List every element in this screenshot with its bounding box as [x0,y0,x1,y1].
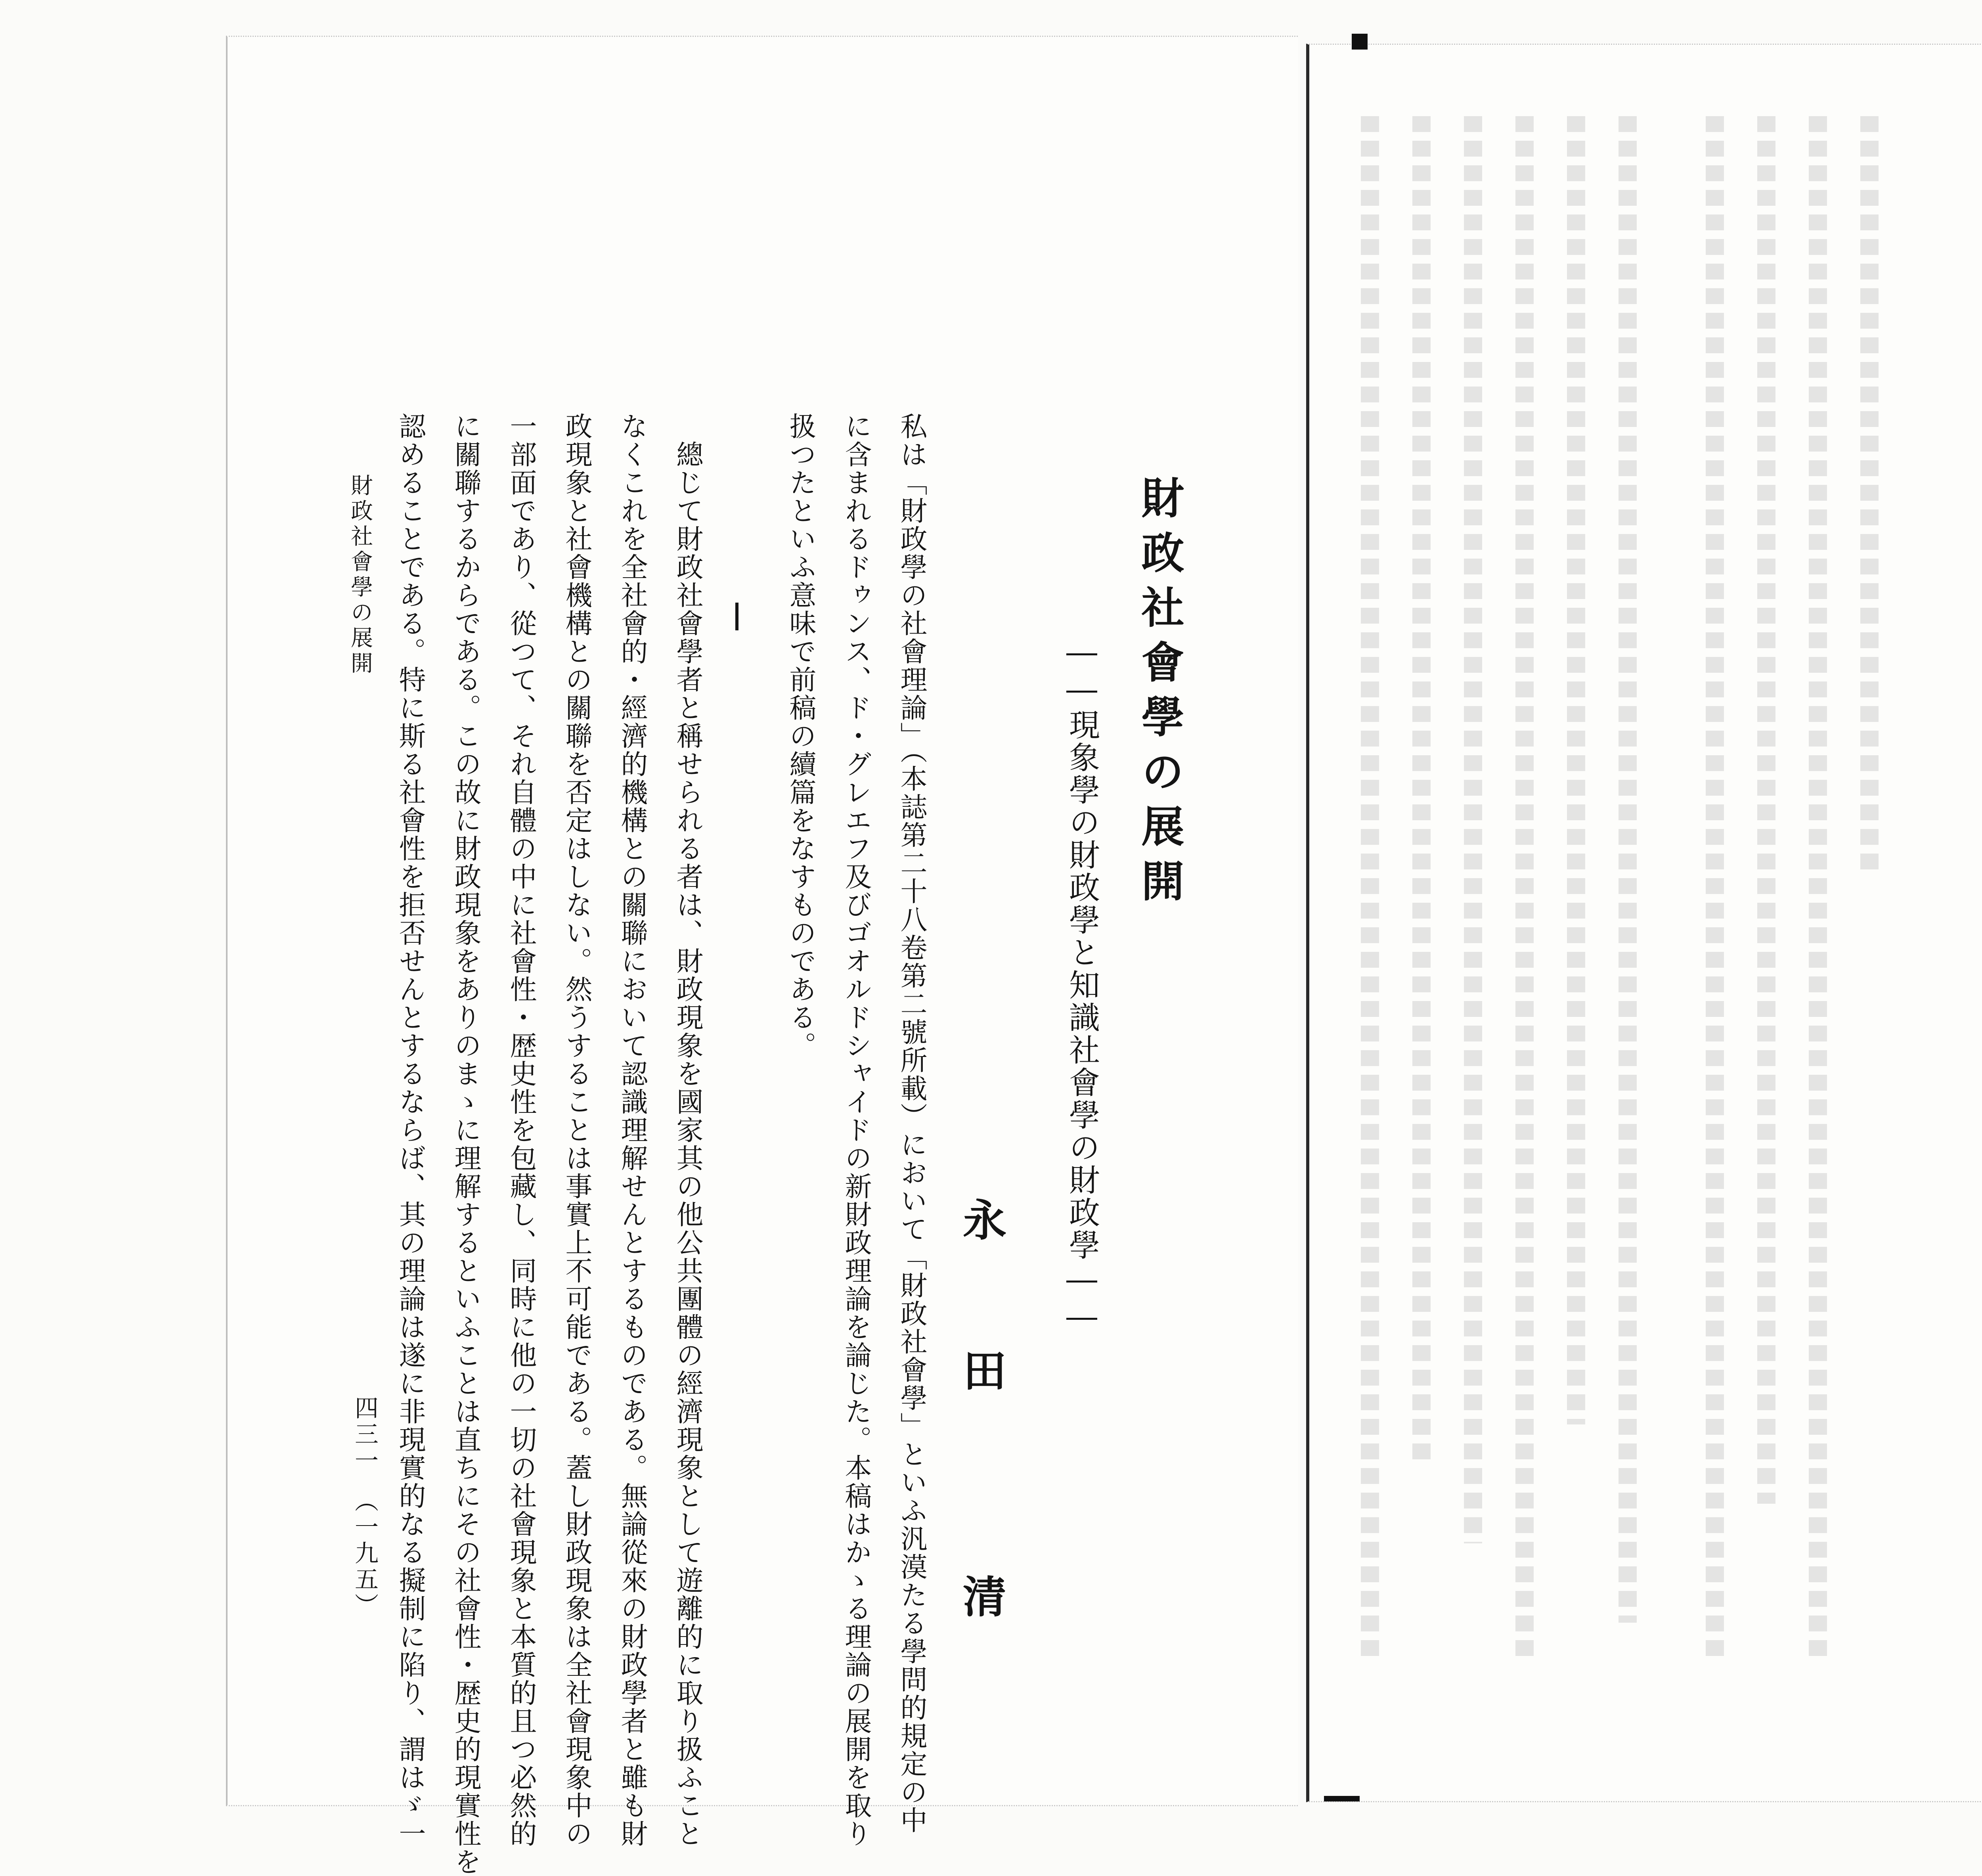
author-name: 永 田 清 [956,1197,1007,1649]
body-column: に關聯するからである。この故に財政現象をありのまゝに理解するといふことは直ちにその社會性・歴史的現實性を [450,412,481,1876]
ghost-text-line [1706,116,1724,1662]
ghost-text-line [1860,116,1879,869]
section-number-one [735,603,738,630]
body-column: 總じて財政社會學者と稱せられる者は、財政現象を國家其の他公共團體の經濟現象として遊離的に取り扱ふこと [672,412,703,1848]
running-title: 財政社會學の展開 [347,474,373,677]
ghost-text-line [1412,116,1431,1464]
ghost-text-line [1464,116,1482,1543]
binding-mark [1324,1796,1360,1801]
body-column: 一部面であり、從つて、それ自體の中に社會性・歴史性を包藏し、同時に他の一切の社會現象と本質的且つ必然的 [505,412,537,1848]
body-column: に含まれるドゥンス、ド・グレエフ及びゴオルドシャイドの新財政理論を論じた。本稿はかゝる理論の展開を取り [840,412,872,1848]
binding-mark [1352,34,1368,50]
left-page [226,36,1298,1806]
ghost-text-line [1567,116,1585,1424]
body-column: なくこれを全社會的・經濟的機構との關聯において認識理解せんとするものである。無論從來の財政學者と雖も財 [616,412,648,1848]
ghost-text-line [1809,116,1827,1662]
body-column: 扱つたといふ意味で前稿の續篇をなすものである。 [785,412,816,1060]
ghost-text-line [1515,116,1534,1662]
page-folio: 四三一 （一九五） [351,1396,379,1619]
body-column: 私は「財政學の社會理論」（本誌第二十八卷第二號所載）において「財政社會學」といふ汎漠たる學問的規定の中 [896,412,927,1834]
body-column: 認めることである。特に斯る社會性を拒否せんとするならば、其の理論は遂に非現實的なる擬制に陷り、謂はゞ一 [394,412,426,1848]
body-column: 政現象と社會機構との關聯を否定はしない。然うすることは事實上不可能である。蓋し財政現象は全社會現象中の [561,412,592,1848]
ghost-text-line [1757,116,1775,1504]
article-subtitle: ――現象學の財政學と知識社會學の財政學―― [1064,634,1100,1336]
ghost-text-line [1619,116,1637,1623]
ghost-text-line [1361,116,1379,1662]
article-title: 財政社會學の展開 [1134,476,1184,913]
right-page-bleedthrough [1306,44,1982,1802]
